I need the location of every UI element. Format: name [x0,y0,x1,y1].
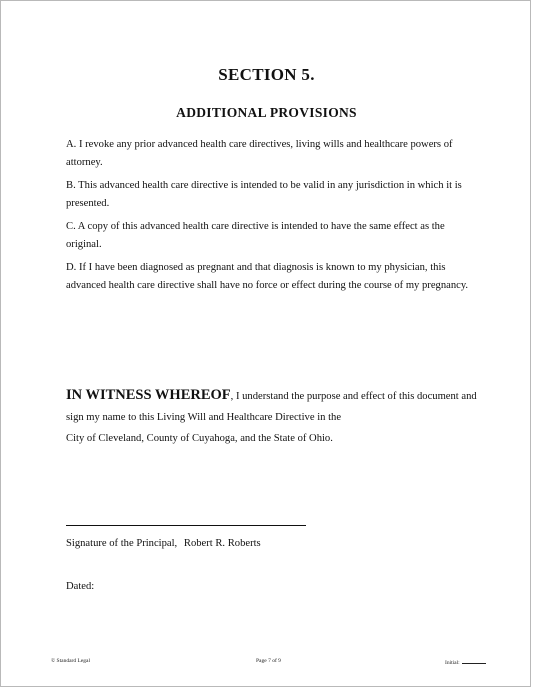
footer-page-number: Page 7 of 9 [256,658,281,664]
signature-line [66,525,306,526]
provision-b: B. This advanced health care directive is intended to be valid in any jurisdiction in which it is presented. [66,180,462,209]
witness-lead: IN WITNESS WHEREOF [66,387,231,403]
footer-copyright: © Standard Legal [51,658,90,664]
provision-d: D. If I have been diagnosed as pregnant and that diagnosis is known to my physician, this advanced health care directive shall have no force or effect during the course of my pregnancy. [66,262,469,291]
provisions-list [66,136,481,300]
city-value: Cleveland, County of Cuyahoga, and the State of Ohio. [98,433,333,444]
signature-value: Robert R. Roberts [183,538,261,549]
city-label: City of [66,433,96,444]
provision-a: A. I revoke any prior advanced health care directives, living wills and healthcare powers of attorney. [66,139,453,168]
dated-label: Dated: [66,581,95,592]
provision-c: C. A copy of this advanced health care directive is intended to have the same effect as the original. [66,221,445,250]
signature-label: Signature of the Principal, [66,538,178,549]
witness-text: , I understand the purpose and effect of this document and sign my name to this Living Will and Healthcare Directive in the [66,391,477,423]
witness-clause [66,385,486,449]
initial-label: Initial: [445,660,460,666]
section-subtitle: ADDITIONAL PROVISIONS [176,105,357,120]
section-title: SECTION 5. [218,65,315,84]
initial-line [462,658,486,664]
signature-row [66,538,261,549]
footer-initial [445,658,486,666]
